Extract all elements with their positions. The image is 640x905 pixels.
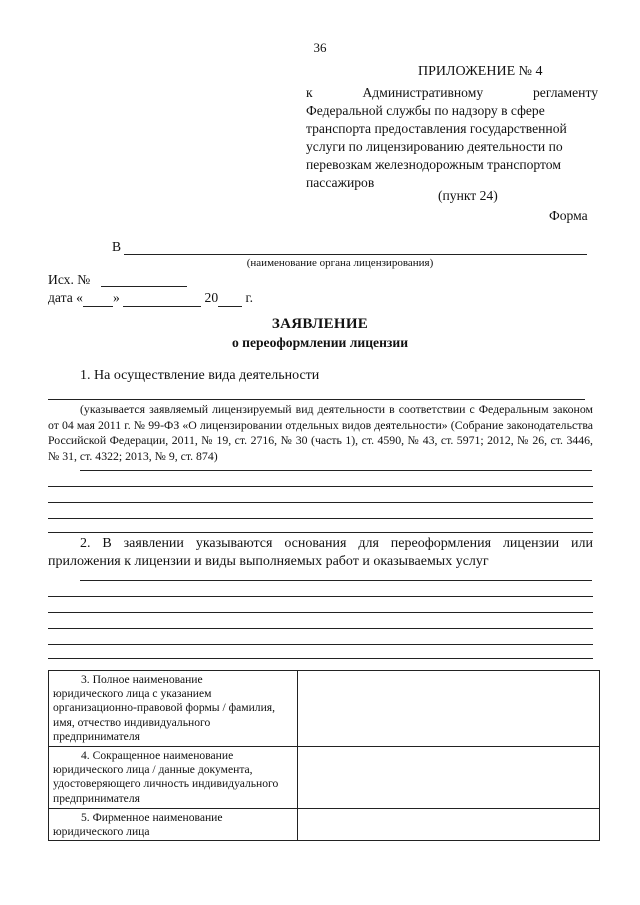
year-suffix: г. [245, 290, 253, 305]
table-row [49, 671, 600, 747]
table-label-cell: 3. Полное наименование юридического лица с указанием организационно-правовой формы / фамилия, имя, отчество индивидуального предпринимателя [49, 671, 298, 747]
table-value-cell[interactable] [298, 671, 600, 747]
grounds-line[interactable] [48, 658, 593, 659]
appendix-line: пассажиров [306, 175, 375, 190]
table-value-cell[interactable] [298, 747, 600, 809]
appendix-title: ПРИЛОЖЕНИЕ № 4 [418, 64, 543, 79]
addressee-prefix: В [112, 239, 122, 254]
activity-line[interactable] [48, 486, 593, 487]
date-year-field[interactable] [218, 290, 242, 307]
appendix-text [306, 84, 598, 192]
section-1-heading: 1. На осуществление вида деятельности [80, 368, 320, 383]
appendix-line: транспорта предоставления государственной [306, 121, 567, 136]
addressee-field[interactable] [124, 254, 587, 255]
section-2-text: 2. В заявлении указываются основания для переоформления лицензии или приложения к лицензии и виды выполняемых работ и оказываемых услуг [48, 536, 593, 569]
activity-line[interactable] [48, 518, 593, 519]
activity-line[interactable] [48, 502, 593, 503]
point-reference: (пункт 24) [438, 188, 498, 203]
grounds-line[interactable] [48, 644, 593, 645]
date-row [48, 290, 253, 307]
activity-line[interactable] [80, 470, 592, 471]
grounds-line[interactable] [48, 628, 593, 629]
outgoing-number-field[interactable] [101, 286, 187, 287]
appendix-line: к Административному регламенту [306, 85, 598, 100]
grounds-line[interactable] [48, 596, 593, 597]
table-row [49, 747, 600, 809]
section-1-note-text: (указывается заявляемый лицензируемый вид деятельности в соответствии с Федеральным законом от 04 мая 2011 г. № 99-ФЗ «О лицензировании отдельных видов деятельности» (Собрание законодательства Российской Федерации, 2011, № 19, ст. 2716, № 30 (часть 1), ст. 4590, № 43, ст. 5971; 2012, № 26, ст. 3446, № 31, ст. 4322; 2013, № 9, ст. 874) [48, 402, 593, 463]
section-1-note [48, 402, 593, 464]
appendix-line: Федеральной службы по надзору в сфере [306, 103, 545, 118]
document-subtitle: о переоформлении лицензии [231, 335, 409, 350]
outgoing-number-label: Исх. № [48, 272, 91, 287]
activity-line[interactable] [48, 532, 593, 533]
appendix-line: перевозкам железнодорожным транспортом [306, 157, 561, 172]
date-month-field[interactable] [123, 290, 201, 307]
date-day-field[interactable] [83, 290, 113, 307]
appendix-line: услуги по лицензированию деятельности по [306, 139, 563, 154]
date-label: дата « [48, 290, 83, 305]
table-label-cell: 4. Сокращенное наименование юридического лица / данные документа, удостоверяющего личность индивидуального предпринимателя [49, 747, 298, 809]
table-row [49, 809, 600, 841]
form-label: Форма [549, 208, 588, 223]
applicant-info-table [48, 670, 600, 841]
page-number: 36 [313, 40, 327, 55]
grounds-line[interactable] [48, 612, 593, 613]
addressee-caption: (наименование органа лицензирования) [246, 257, 434, 269]
activity-field[interactable] [48, 399, 585, 400]
table-value-cell[interactable] [298, 809, 600, 841]
document-title: ЗАЯВЛЕНИЕ [271, 316, 369, 332]
date-quote-close: » [112, 290, 120, 305]
year-prefix: 20 [204, 290, 219, 305]
table-label-cell: 5. Фирменное наименование юридического лица [49, 809, 298, 841]
grounds-line[interactable] [80, 580, 592, 581]
